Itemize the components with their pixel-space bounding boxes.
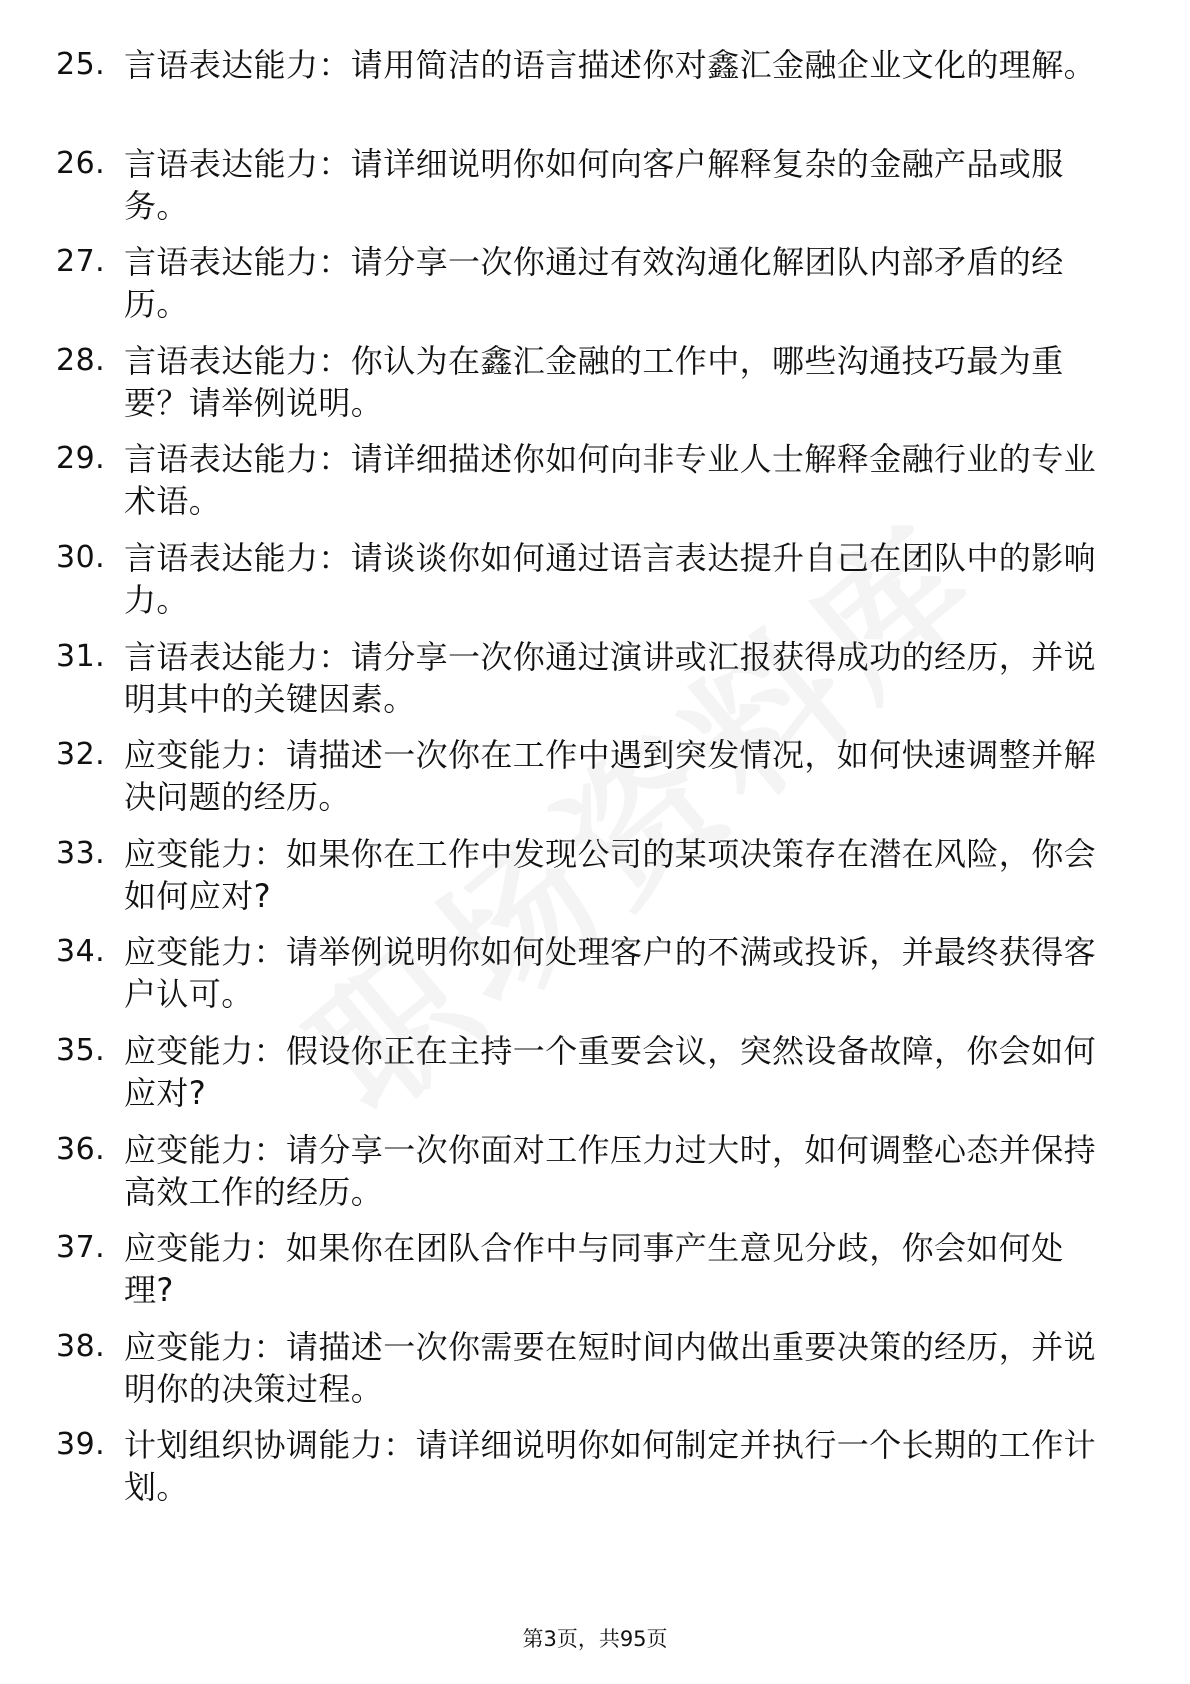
question-item	[0, 241, 1190, 340]
question-number: 30.	[56, 539, 106, 575]
question-item	[0, 537, 1190, 636]
question-item	[0, 833, 1190, 932]
question-number: 26.	[56, 145, 106, 181]
question-text: 应变能力：请描述一次你在工作中遇到突发情况，如何快速调整并解决问题的经历。	[124, 736, 1097, 817]
question-text: 言语表达能力：请分享一次你通过有效沟通化解团队内部矛盾的经历。	[124, 243, 1064, 324]
question-item	[0, 143, 1190, 242]
question-text: 应变能力：请分享一次你面对工作压力过大时，如何调整心态并保持高效工作的经历。	[124, 1130, 1097, 1211]
question-text: 应变能力：假设你正在主持一个重要会议，突然设备故障，你会如何应对?	[124, 1031, 1097, 1112]
question-text: 应变能力：如果你在工作中发现公司的某项决策存在潜在风险，你会如何应对?	[124, 834, 1097, 915]
question-number: 35.	[56, 1032, 106, 1068]
question-number: 28.	[56, 342, 106, 378]
question-text: 言语表达能力：请用简洁的语言描述你对鑫汇金融企业文化的理解。	[124, 46, 1097, 84]
question-number: 29.	[56, 441, 106, 477]
question-list	[0, 44, 1190, 1523]
question-item	[0, 1227, 1190, 1326]
question-number: 32.	[56, 737, 106, 773]
question-item	[0, 1424, 1190, 1523]
question-number: 25.	[56, 47, 106, 82]
question-number: 33.	[56, 835, 106, 871]
question-text: 言语表达能力：请详细描述你如何向非专业人士解释金融行业的专业术语。	[124, 440, 1097, 521]
question-item	[0, 1030, 1190, 1129]
question-item	[0, 931, 1190, 1030]
question-item	[0, 1129, 1190, 1228]
question-text: 言语表达能力：请分享一次你通过演讲或汇报获得成功的经历，并说明其中的关键因素。	[124, 637, 1097, 718]
question-number: 36.	[56, 1131, 106, 1167]
question-text: 言语表达能力：请详细说明你如何向客户解释复杂的金融产品或服务。	[124, 144, 1064, 225]
page-number-label: 第3页，共95页	[522, 1627, 668, 1651]
question-number: 39.	[56, 1427, 106, 1463]
question-number: 27.	[56, 244, 106, 280]
question-text: 言语表达能力：你认为在鑫汇金融的工作中，哪些沟通技巧最为重要？请举例说明。	[124, 341, 1064, 422]
question-text: 应变能力：请描述一次你需要在短时间内做出重要决策的经历，并说明你的决策过程。	[124, 1327, 1097, 1408]
question-item	[0, 340, 1190, 439]
question-text: 计划组织协调能力：请详细说明你如何制定并执行一个长期的工作计划。	[124, 1426, 1097, 1507]
question-item	[0, 44, 1190, 143]
question-number: 38.	[56, 1328, 106, 1364]
question-item	[0, 636, 1190, 735]
question-number: 37.	[56, 1230, 106, 1266]
question-text: 应变能力：请举例说明你如何处理客户的不满或投诉，并最终获得客户认可。	[124, 933, 1097, 1014]
question-text: 应变能力：如果你在团队合作中与同事产生意见分歧，你会如何处理?	[124, 1229, 1064, 1310]
question-item	[0, 734, 1190, 833]
question-number: 34.	[56, 934, 106, 970]
question-item	[0, 438, 1190, 537]
question-number: 31.	[56, 638, 106, 674]
question-item	[0, 1326, 1190, 1425]
question-text: 言语表达能力：请谈谈你如何通过语言表达提升自己在团队中的影响力。	[124, 538, 1097, 619]
page-footer	[0, 1624, 1190, 1654]
